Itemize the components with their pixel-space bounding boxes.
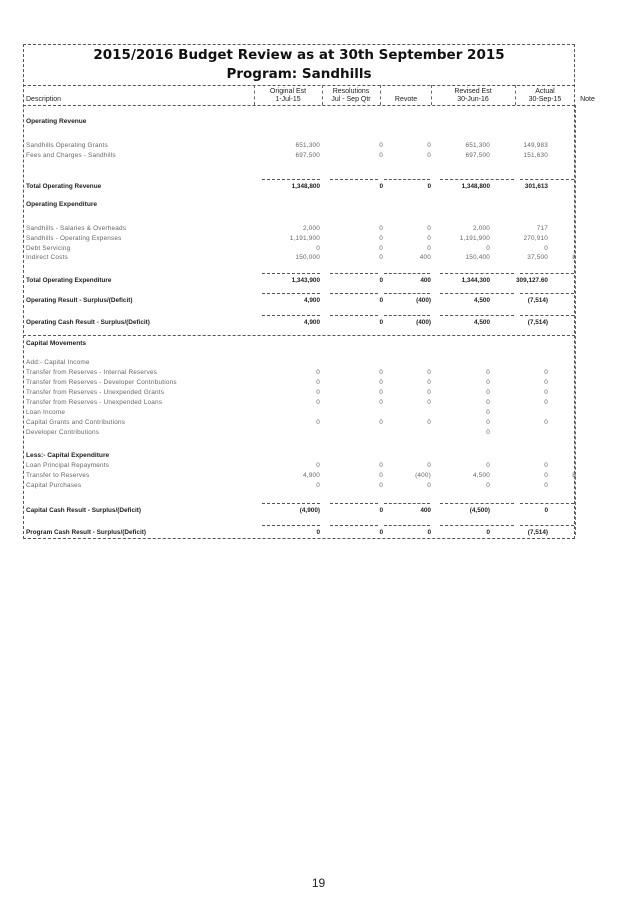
header-actual-line2: 30-Sep-15 xyxy=(528,96,562,103)
total-rule xyxy=(384,315,430,316)
table-row xyxy=(26,117,576,126)
table-row xyxy=(26,461,576,470)
row-description: Less:- Capital Expenditure xyxy=(26,452,110,459)
row-value: 0 xyxy=(379,277,383,284)
row-value: 0 xyxy=(379,235,383,242)
total-rule xyxy=(440,293,514,294)
row-value: 0 xyxy=(544,369,548,376)
header-revised xyxy=(432,88,514,104)
row-value: 0 xyxy=(544,482,548,489)
row-value: 0 xyxy=(379,462,383,469)
row-value: 150,000 xyxy=(295,254,320,261)
row-value: 0 xyxy=(544,507,548,514)
header-resolutions-line1: Resolutions xyxy=(332,88,370,95)
row-description: Program Cash Result - Surplus/(Deficit) xyxy=(26,529,147,536)
capital-section-rule xyxy=(23,335,575,336)
total-rule xyxy=(262,315,320,316)
header-resolutions xyxy=(323,88,379,104)
row-value: 0 xyxy=(427,142,431,149)
row-value: 0 xyxy=(486,379,490,386)
row-description: Capital Cash Result - Surplus/(Deficit) xyxy=(26,507,142,514)
total-rule xyxy=(384,179,430,180)
row-value: 0 xyxy=(379,399,383,406)
row-value: 0 xyxy=(427,235,431,242)
row-value: 1,191,900 xyxy=(459,235,490,242)
row-value: 4,900 xyxy=(303,472,320,479)
row-value: 0 xyxy=(486,429,490,436)
row-value: 0 xyxy=(379,389,383,396)
row-value: 0 xyxy=(427,183,431,190)
row-value: 0 xyxy=(379,472,383,479)
row-value: 0 xyxy=(544,389,548,396)
table-row xyxy=(26,398,576,407)
row-value: 1,191,900 xyxy=(289,235,320,242)
page-number: 19 xyxy=(311,876,326,890)
row-value: 0 xyxy=(486,462,490,469)
header-original-line1: Original Est xyxy=(269,88,307,95)
row-value: 0 xyxy=(486,409,490,416)
row-value: 0 xyxy=(427,462,431,469)
row-description: Transfer from Reserves - Unexpended Loans xyxy=(26,399,163,406)
row-value: 4,900 xyxy=(304,319,320,326)
row-value: 8 xyxy=(572,254,576,261)
total-rule xyxy=(440,525,514,526)
row-description: Sandhills Operating Grants xyxy=(26,142,108,149)
table-row xyxy=(26,418,576,427)
row-value: 697,500 xyxy=(295,152,320,159)
row-value: 697,500 xyxy=(465,152,490,159)
header-original-line2: 1-Jul-15 xyxy=(275,96,301,103)
row-value: 0 xyxy=(486,245,490,252)
total-rule xyxy=(330,315,378,316)
row-value: 0 xyxy=(379,482,383,489)
row-value: 151,630 xyxy=(523,152,548,159)
row-description: Capital Movements xyxy=(26,340,87,347)
row-value: 0 xyxy=(316,369,320,376)
row-value: 0 xyxy=(316,245,320,252)
total-rule xyxy=(330,503,378,504)
row-value: 0 xyxy=(544,462,548,469)
row-value: 0 xyxy=(544,245,548,252)
row-value: 4,500 xyxy=(474,319,490,326)
row-value: 0 xyxy=(379,379,383,386)
header-revised-line2: 30-Jun-16 xyxy=(457,96,489,103)
row-value: 0 xyxy=(544,419,548,426)
table-row xyxy=(26,234,576,243)
row-value: 0 xyxy=(379,225,383,232)
total-rule xyxy=(520,525,574,526)
table-row xyxy=(26,388,576,397)
total-rule xyxy=(384,293,430,294)
total-rule xyxy=(262,503,320,504)
total-rule xyxy=(330,293,378,294)
row-value: 0 xyxy=(427,529,431,536)
row-description: Indirect Costs xyxy=(26,254,68,261)
total-rule xyxy=(330,179,378,180)
row-value: 0 xyxy=(316,482,320,489)
total-rule xyxy=(520,503,574,504)
table-row xyxy=(26,253,576,262)
row-value: 1,348,800 xyxy=(291,183,320,190)
row-value: 309,127.60 xyxy=(516,277,548,284)
row-value: 651,300 xyxy=(295,142,320,149)
table-row xyxy=(26,481,576,490)
total-rule xyxy=(384,273,430,274)
row-value: (7,514) xyxy=(527,319,548,326)
total-rule xyxy=(520,293,574,294)
table-row xyxy=(26,296,576,305)
table-row xyxy=(26,368,576,377)
total-rule xyxy=(384,503,430,504)
total-rule xyxy=(262,525,320,526)
header-top-rule xyxy=(23,85,575,86)
row-value: (7,514) xyxy=(527,297,548,304)
row-description: Operating Revenue xyxy=(26,118,87,125)
total-rule xyxy=(440,179,514,180)
header-bottom-rule xyxy=(23,105,575,106)
row-description: Transfer to Reserves xyxy=(26,472,90,479)
row-value: 0 xyxy=(427,225,431,232)
table-row xyxy=(26,200,576,209)
row-value: 0 xyxy=(427,369,431,376)
row-value: 149,983 xyxy=(523,142,548,149)
row-description: Total Operating Expenditure xyxy=(26,277,112,284)
table-row xyxy=(26,318,576,327)
table-row xyxy=(26,276,576,285)
row-description: Add:- Capital Income xyxy=(26,359,90,366)
row-description: Loan Principal Repayments xyxy=(26,462,110,469)
row-value: 0 xyxy=(486,389,490,396)
row-description: Operating Cash Result - Surplus/(Deficit) xyxy=(26,319,150,326)
table-row xyxy=(26,528,576,537)
page-title: 2015/2016 Budget Review as at 30th September 2015 xyxy=(93,47,505,63)
row-description: Sandhills - Salaries & Overheads xyxy=(26,225,127,232)
row-value: 0 xyxy=(316,389,320,396)
row-value: 0 xyxy=(379,507,383,514)
row-description: Loan Income xyxy=(26,409,66,416)
row-value: 400 xyxy=(420,277,431,284)
row-value: 0 xyxy=(427,379,431,386)
row-description: Operating Expenditure xyxy=(26,201,98,208)
row-value: (400) xyxy=(416,297,431,304)
header-original xyxy=(255,88,321,104)
header-note: Note xyxy=(580,96,595,103)
row-value: 0 xyxy=(427,152,431,159)
row-value: 0 xyxy=(427,399,431,406)
row-value: 0 xyxy=(379,319,383,326)
header-revised-line1: Revised Est xyxy=(454,88,492,95)
header-resolutions-line2: Jul - Sep Qtr xyxy=(331,96,371,103)
table-row xyxy=(26,506,576,515)
row-description: Transfer from Reserves - Developer Contributions xyxy=(26,379,177,386)
header-description: Description xyxy=(26,96,62,103)
row-value: 0 xyxy=(379,245,383,252)
table-row xyxy=(26,339,576,348)
table-row xyxy=(26,141,576,150)
table-row xyxy=(26,428,576,437)
row-value: 0 xyxy=(379,297,383,304)
row-value: 0 xyxy=(379,254,383,261)
row-value: 301,613 xyxy=(524,183,548,190)
header-actual-line1: Actual xyxy=(535,88,555,95)
row-value: 8 xyxy=(572,472,576,479)
row-description: Developer Contributions xyxy=(26,429,100,436)
row-value: 0 xyxy=(316,379,320,386)
total-rule xyxy=(440,503,514,504)
total-rule xyxy=(262,273,320,274)
table-row xyxy=(26,151,576,160)
row-value: 651,300 xyxy=(465,142,490,149)
row-value: 2,000 xyxy=(473,225,490,232)
row-value: 270,910 xyxy=(523,235,548,242)
header-actual xyxy=(516,88,574,104)
row-description: Capital Purchases xyxy=(26,482,82,489)
row-value: 0 xyxy=(316,399,320,406)
table-row xyxy=(26,224,576,233)
row-value: 1,343,900 xyxy=(291,277,320,284)
table-row xyxy=(26,244,576,253)
row-value: 0 xyxy=(427,419,431,426)
row-value: 4,900 xyxy=(304,297,320,304)
row-value: 0 xyxy=(379,529,383,536)
row-description: Operating Result - Surplus/(Deficit) xyxy=(26,297,133,304)
table-row xyxy=(26,451,576,460)
total-rule xyxy=(440,315,514,316)
table-row xyxy=(26,358,576,367)
header-revote: Revote xyxy=(394,96,418,103)
row-value: (400) xyxy=(416,319,431,326)
row-value: 0 xyxy=(427,245,431,252)
row-description: Transfer from Reserves - Internal Reserves xyxy=(26,369,158,376)
row-description: Fees and Charges - Sandhills xyxy=(26,152,116,159)
row-value: 0 xyxy=(544,379,548,386)
row-value: 0 xyxy=(316,419,320,426)
total-rule xyxy=(440,273,514,274)
row-value: 2,000 xyxy=(303,225,320,232)
row-value: 0 xyxy=(316,462,320,469)
row-value: 0 xyxy=(544,399,548,406)
row-value: 1,344,300 xyxy=(461,277,490,284)
row-value: 0 xyxy=(544,472,548,479)
row-value: 0 xyxy=(486,419,490,426)
table-row xyxy=(26,408,576,417)
row-value: 0 xyxy=(379,142,383,149)
row-description: Transfer from Reserves - Unexpended Grants xyxy=(26,389,165,396)
row-value: 4,500 xyxy=(474,297,490,304)
row-description: Capital Grants and Contributions xyxy=(26,419,126,426)
row-value: 400 xyxy=(419,254,431,261)
row-value: (7,514) xyxy=(527,529,548,536)
row-description: Sandhills - Operating Expenses xyxy=(26,235,122,242)
total-rule xyxy=(262,179,320,180)
table-row xyxy=(26,471,576,480)
program-title: Program: Sandhills xyxy=(226,66,372,82)
row-value: 0 xyxy=(427,482,431,489)
row-value: 0 xyxy=(486,399,490,406)
row-value: (4,500) xyxy=(469,507,490,514)
row-value: 717 xyxy=(536,225,548,232)
total-rule xyxy=(520,179,574,180)
total-rule xyxy=(262,293,320,294)
row-value: 0 xyxy=(379,183,383,190)
row-value: 0 xyxy=(379,369,383,376)
row-description: Total Operating Revenue xyxy=(26,183,102,190)
row-value: (4,900) xyxy=(299,507,320,514)
row-value: 150,400 xyxy=(465,254,490,261)
total-rule xyxy=(520,315,574,316)
row-value: 0 xyxy=(379,419,383,426)
row-value: 4,500 xyxy=(473,472,490,479)
total-rule xyxy=(384,525,430,526)
row-value: 0 xyxy=(316,529,320,536)
row-value: 0 xyxy=(486,529,490,536)
row-value: 1,348,800 xyxy=(461,183,490,190)
row-value: 400 xyxy=(420,507,431,514)
total-rule xyxy=(330,525,378,526)
table-row xyxy=(26,182,576,191)
row-value: 0 xyxy=(486,369,490,376)
table-row xyxy=(26,378,576,387)
row-value: 0 xyxy=(427,389,431,396)
row-value: (400) xyxy=(415,472,431,479)
row-value: 0 xyxy=(379,152,383,159)
total-rule xyxy=(330,273,378,274)
row-description: Debt Servicing xyxy=(26,245,71,252)
total-rule xyxy=(520,273,574,274)
row-value: 37,500 xyxy=(527,254,548,261)
row-value: 0 xyxy=(486,482,490,489)
